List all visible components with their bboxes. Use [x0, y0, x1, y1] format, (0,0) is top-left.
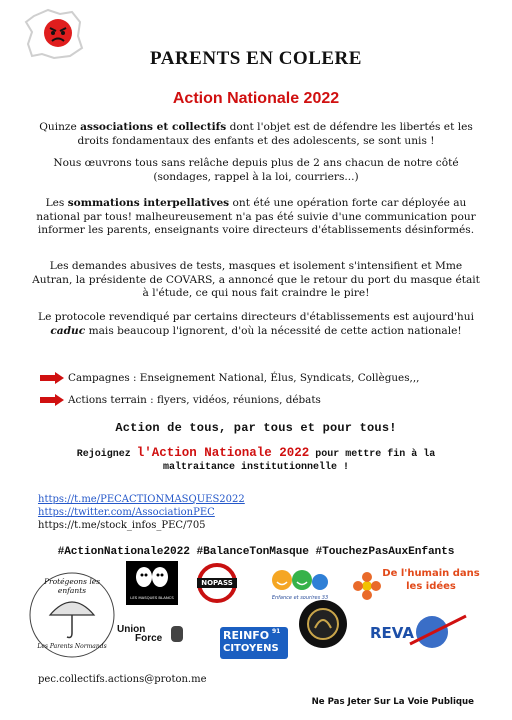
action-item-terrain — [40, 394, 321, 406]
page-title: PARENTS EN COLERE — [150, 48, 362, 69]
action-item-campagnes — [40, 372, 419, 384]
flower-icon — [352, 571, 382, 601]
logo-protegeons-les-enfants: Protégeons les enfants Les Parents Normands — [24, 567, 120, 663]
hashtags: #ActionNationale2022 #BalanceTonMasque #TouchezPasAuxEnfants — [57, 546, 455, 558]
link-telegram-stock[interactable]: https://t.me/stock_infos_PEC/705 — [38, 520, 206, 531]
arrow-right-icon — [40, 372, 64, 384]
logo-enfance-et-sourires: Enfance et sourires 33 — [264, 568, 336, 606]
paragraph-efforts: Nous œuvrons tous sans relâche depuis plus de 2 ans chacun de notre côté (sondages, rappel à la loi, courriers...) — [53, 157, 459, 183]
logo-reinfo-citoyens: REINFO 91 CITOYENS — [220, 627, 288, 659]
arrow-right-icon — [40, 394, 64, 406]
paragraph-associations: Quinze associations et collectifs dont l'objet est de défendre les libertés et les droits fondamentaux des enfants et des adolescents, se sont unis ! — [39, 121, 473, 147]
slogan: Action de tous, par tous et pour tous! — [115, 421, 397, 435]
link-twitter[interactable]: https://twitter.com/AssociationPEC — [38, 507, 215, 518]
logo-masques-blancs: LES MASQUES BLANCS — [126, 561, 178, 605]
logo-collectif-67 — [297, 598, 349, 650]
logo-reva: REVA — [370, 610, 470, 652]
action-label: Actions terrain : flyers, vidéos, réunions, débats — [68, 394, 321, 406]
page-subtitle: Action Nationale 2022 — [172, 90, 340, 107]
logo-nopass24: NOPASS 24 — [191, 563, 243, 603]
join-call: Rejoignez l'Action Nationale 2022 pour mettre fin à la maltraitance institutionnelle ! — [76, 446, 436, 473]
action-label: Campagnes : Enseignement National, Élus, Syndicats, Collègues,,, — [68, 372, 420, 384]
paragraph-demandes: Les demandes abusives de tests, masques et isolement s'intensifient et Mme Autran, la présidente de COVARS, a annoncé que le retour du port du masque était à l'étude, ce qui nous fait craindre le pire! — [32, 260, 480, 299]
contact-email-link[interactable]: pec.collectifs.actions@proton.me — [38, 674, 207, 685]
paragraph-protocole: Le protocole revendiqué par certains directeurs d'établissements est aujourd'hui caduc mais beaucoup l'ignorent, d'où la nécessité de cette action nationale! — [38, 311, 474, 337]
mask-icon — [126, 561, 178, 595]
smiley-faces-icon — [264, 568, 336, 594]
link-telegram-actionmasques[interactable]: https://t.me/PECACTIONMASQUES2022 — [38, 494, 245, 505]
footer-note: Ne Pas Jeter Sur La Voie Publique — [311, 697, 474, 707]
emblem-icon — [297, 598, 349, 650]
logo-union-force: Union Force — [117, 624, 187, 648]
logo-de-lhumain: De l'humain dans les idées — [352, 565, 480, 609]
paragraph-sommations: Les sommations interpellatives ont été une opération forte car déployée au national par tous! malheureusement n'a pas été suivie d'une communication pour informer les parents, enseignants voire directeurs d'établissements désinformés. — [36, 197, 476, 236]
fist-icon — [169, 624, 185, 644]
